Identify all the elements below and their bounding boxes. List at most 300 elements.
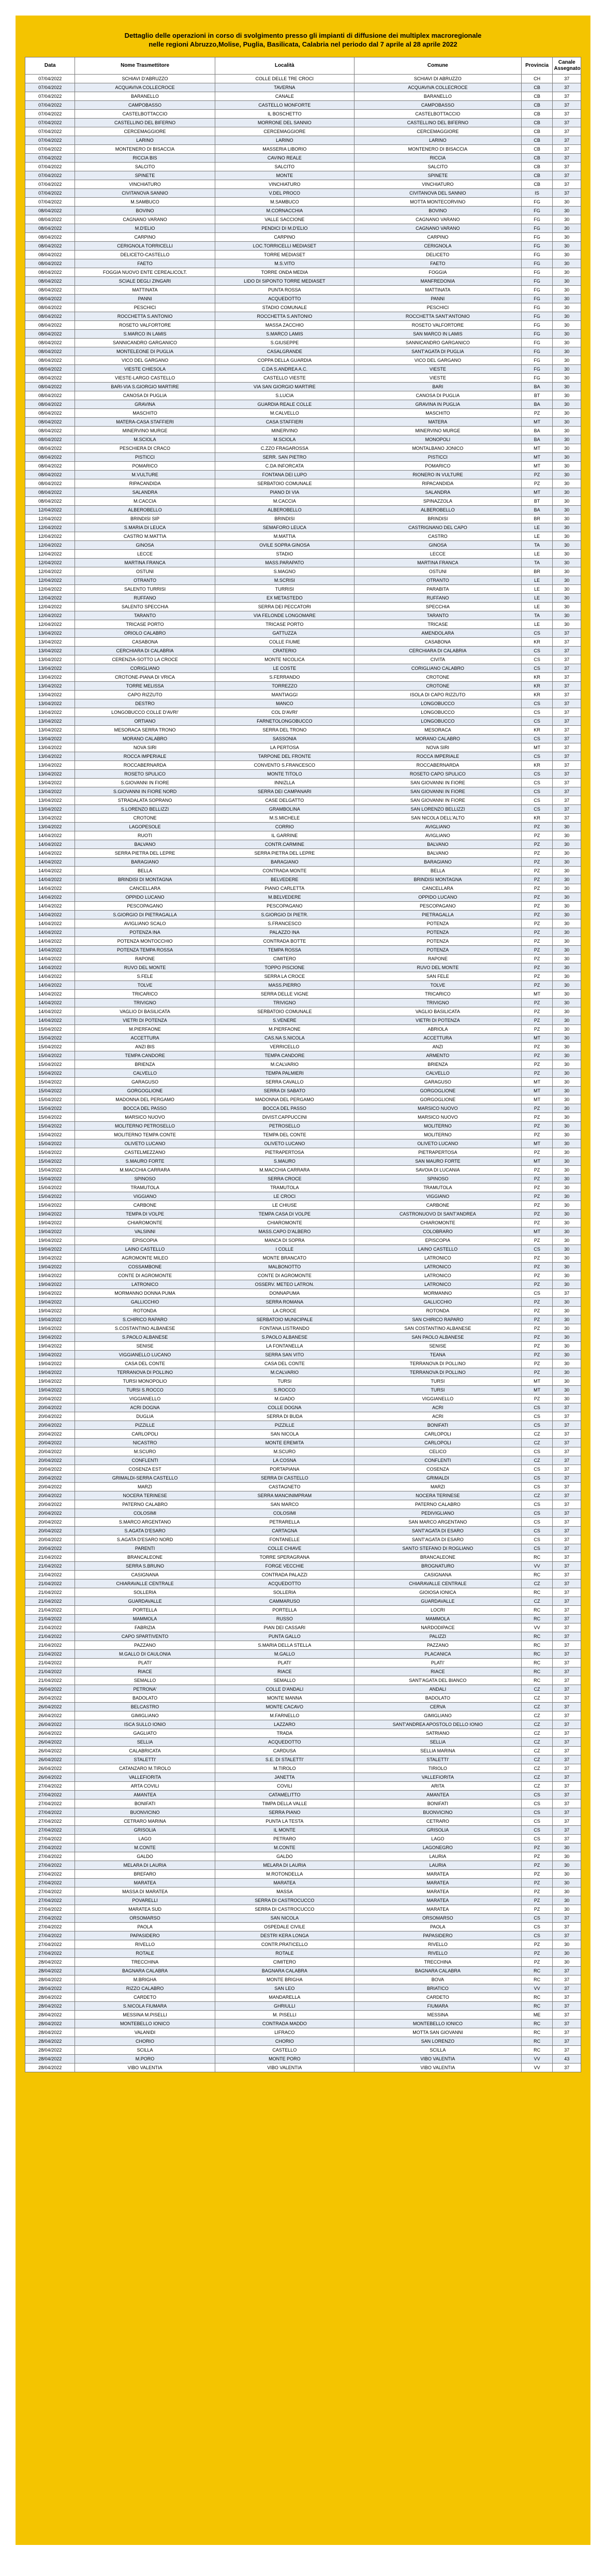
cell-localita: MANCA DI SOPRA: [215, 1236, 354, 1245]
cell-provincia: KR: [521, 682, 553, 691]
table-row: [25, 1465, 581, 1474]
cell-canale: 30: [553, 1122, 581, 1131]
cell-provincia: RC: [521, 2028, 553, 2037]
cell-provincia: PZ: [521, 1051, 553, 1060]
cell-comune: SAN MARCO IN LAMIS: [354, 330, 522, 339]
cell-provincia: PZ: [521, 1342, 553, 1351]
table-row: [25, 374, 581, 383]
cell-canale: 37: [553, 770, 581, 779]
cell-comune: MONTENERO DI BISACCIA: [354, 145, 522, 154]
cell-canale: 37: [553, 1729, 581, 1738]
cell-trasmettitore: OSTUNI: [75, 567, 215, 576]
cell-comune: BARI: [354, 383, 522, 391]
cell-data: 14/04/2022: [25, 990, 75, 999]
cell-canale: 30: [553, 1359, 581, 1368]
cell-data: 08/04/2022: [25, 497, 75, 506]
cell-trasmettitore: PARENTI: [75, 1544, 215, 1553]
cell-comune: MATERA: [354, 418, 522, 427]
cell-localita: TRAMUTOLA: [215, 1183, 354, 1192]
cell-comune: TERRANOVA DI POLLINO: [354, 1359, 522, 1368]
cell-provincia: CZ: [521, 1703, 553, 1711]
cell-data: 28/04/2022: [25, 2028, 75, 2037]
cell-data: 27/04/2022: [25, 1905, 75, 1914]
cell-provincia: LE: [521, 620, 553, 629]
cell-provincia: CS: [521, 708, 553, 717]
table-row: [25, 1597, 581, 1606]
cell-data: 14/04/2022: [25, 963, 75, 972]
cell-localita: SERRA DI CASTROCUCCO: [215, 1896, 354, 1905]
cell-trasmettitore: CATANZARO M.TIROLO: [75, 1764, 215, 1773]
cell-localita: MORRONE DEL SANNIO: [215, 119, 354, 127]
table-row: [25, 1905, 581, 1914]
cell-canale: 30: [553, 611, 581, 620]
cell-trasmettitore: LAINO CASTELLO: [75, 1245, 215, 1254]
cell-localita: COLLE DOGNA: [215, 1403, 354, 1412]
cell-canale: 30: [553, 251, 581, 259]
cell-canale: 30: [553, 937, 581, 946]
cell-canale: 37: [553, 145, 581, 154]
cell-provincia: PZ: [521, 963, 553, 972]
table-row: [25, 928, 581, 937]
page-title: [25, 16, 581, 57]
cell-data: 08/04/2022: [25, 347, 75, 356]
cell-data: 15/04/2022: [25, 1078, 75, 1087]
cell-localita: TORRE SPERAGRANA: [215, 1553, 354, 1562]
cell-comune: GRAVINA IN PUGLIA: [354, 400, 522, 409]
table-row: [25, 902, 581, 911]
cell-comune: LONGOBUCCO: [354, 708, 522, 717]
cell-trasmettitore: PATERNO CALABRO: [75, 1500, 215, 1509]
cell-data: 12/04/2022: [25, 506, 75, 515]
table-row: [25, 1588, 581, 1597]
cell-trasmettitore: MADONNA DEL PERGAMO: [75, 1095, 215, 1104]
cell-canale: 37: [553, 1518, 581, 1527]
cell-data: 14/04/2022: [25, 875, 75, 884]
cell-trasmettitore: PIZZILLE: [75, 1421, 215, 1430]
cell-provincia: BA: [521, 427, 553, 435]
cell-comune: FIUMARA: [354, 2002, 522, 2011]
cell-provincia: CS: [521, 1289, 553, 1298]
cell-provincia: PZ: [521, 1113, 553, 1122]
cell-canale: 37: [553, 1474, 581, 1483]
cell-data: 20/04/2022: [25, 1500, 75, 1509]
cell-trasmettitore: LAGO: [75, 1835, 215, 1843]
cell-canale: 30: [553, 339, 581, 347]
table-row: [25, 1667, 581, 1676]
cell-provincia: RC: [521, 1967, 553, 1975]
table-row: [25, 1843, 581, 1852]
cell-provincia: CZ: [521, 1747, 553, 1755]
cell-comune: SANTO STEFANO DI ROGLIANO: [354, 1544, 522, 1553]
cell-data: 08/04/2022: [25, 277, 75, 286]
cell-comune: CALVELLO: [354, 1069, 522, 1078]
cell-comune: TURSI: [354, 1386, 522, 1395]
cell-canale: 30: [553, 911, 581, 919]
cell-provincia: FG: [521, 224, 553, 233]
cell-localita: MONTE EREMITA: [215, 1439, 354, 1447]
cell-localita: LE CHIUSE: [215, 1201, 354, 1210]
cell-comune: CHIARAVALLE CENTRALE: [354, 1579, 522, 1588]
cell-localita: CASTELLO MONFORTE: [215, 101, 354, 110]
cell-trasmettitore: M.CACCIA: [75, 497, 215, 506]
table-row: [25, 735, 581, 743]
cell-localita: LARINO: [215, 136, 354, 145]
table-row: [25, 75, 581, 83]
table-row: [25, 1914, 581, 1923]
cell-data: 28/04/2022: [25, 1993, 75, 2002]
cell-provincia: PZ: [521, 1351, 553, 1359]
cell-trasmettitore: CAGNANO VARANO: [75, 215, 215, 224]
cell-comune: PISTICCI: [354, 453, 522, 462]
cell-trasmettitore: PETRONA': [75, 1685, 215, 1694]
table-row: [25, 1175, 581, 1183]
table-row: [25, 1122, 581, 1131]
cell-canale: 30: [553, 242, 581, 251]
cell-canale: 30: [553, 268, 581, 277]
cell-provincia: MT: [521, 743, 553, 752]
cell-data: 21/04/2022: [25, 1562, 75, 1571]
cell-provincia: CB: [521, 83, 553, 92]
cell-comune: NARDODIPACE: [354, 1623, 522, 1632]
cell-trasmettitore: MONTELEONE DI PUGLIA: [75, 347, 215, 356]
cell-data: 08/04/2022: [25, 391, 75, 400]
cell-canale: 30: [553, 1861, 581, 1870]
cell-provincia: FG: [521, 303, 553, 312]
cell-comune: CARPINO: [354, 233, 522, 242]
cell-localita: VALLE SACCIONE: [215, 215, 354, 224]
cell-provincia: MT: [521, 1034, 553, 1043]
cell-trasmettitore: BAGNARA CALABRA: [75, 1967, 215, 1975]
cell-trasmettitore: CHIARAVALLE CENTRALE: [75, 1579, 215, 1588]
cell-localita: CIMITERO: [215, 1958, 354, 1967]
cell-data: 12/04/2022: [25, 594, 75, 603]
cell-comune: ANZI: [354, 1043, 522, 1051]
cell-data: 27/04/2022: [25, 1826, 75, 1835]
cell-comune: PAOLA: [354, 1923, 522, 1931]
cell-canale: 30: [553, 383, 581, 391]
cell-localita: M.PIERFAONE: [215, 1025, 354, 1034]
cell-data: 07/04/2022: [25, 145, 75, 154]
cell-trasmettitore: CAPO RIZZUTO: [75, 691, 215, 699]
cell-localita: COLLE CHIAVE: [215, 1544, 354, 1553]
cell-canale: 30: [553, 1201, 581, 1210]
cell-trasmettitore: CAPO SPARTIVENTO: [75, 1632, 215, 1641]
cell-comune: SAN GIOVANNI IN FIORE: [354, 796, 522, 805]
cell-trasmettitore: CASA DEL CONTE: [75, 1359, 215, 1368]
cell-canale: 37: [553, 682, 581, 691]
cell-trasmettitore: BOVINO: [75, 207, 215, 215]
cell-comune: MOTTA SAN GIOVANNI: [354, 2028, 522, 2037]
cell-trasmettitore: CARBONE: [75, 1201, 215, 1210]
cell-trasmettitore: GAGLIATO: [75, 1729, 215, 1738]
cell-canale: 37: [553, 1773, 581, 1782]
cell-data: 14/04/2022: [25, 1007, 75, 1016]
cell-data: 08/04/2022: [25, 400, 75, 409]
cell-canale: 30: [553, 1280, 581, 1289]
cell-provincia: CS: [521, 717, 553, 726]
cell-provincia: ME: [521, 2011, 553, 2019]
cell-localita: BRINDISI: [215, 515, 354, 523]
cell-localita: MANCO: [215, 699, 354, 708]
table-row: [25, 1351, 581, 1359]
cell-provincia: CS: [521, 1465, 553, 1474]
cell-localita: RUSSO: [215, 1615, 354, 1623]
cell-trasmettitore: BRIENZA: [75, 1060, 215, 1069]
cell-trasmettitore: TEMPA DI VOLPE: [75, 1210, 215, 1219]
table-row: [25, 127, 581, 136]
cell-provincia: PZ: [521, 1949, 553, 1958]
cell-data: 15/04/2022: [25, 1043, 75, 1051]
cell-canale: 37: [553, 1685, 581, 1694]
cell-canale: 30: [553, 902, 581, 911]
table-row: [25, 471, 581, 479]
table-row: [25, 409, 581, 418]
cell-canale: 37: [553, 1491, 581, 1500]
cell-canale: 30: [553, 1843, 581, 1852]
cell-provincia: PZ: [521, 1069, 553, 1078]
cell-trasmettitore: BELLA: [75, 867, 215, 875]
cell-canale: 37: [553, 814, 581, 823]
cell-trasmettitore: S.AGATA D'ESARO: [75, 1527, 215, 1535]
cell-provincia: TA: [521, 611, 553, 620]
cell-canale: 37: [553, 2037, 581, 2046]
cell-data: 13/04/2022: [25, 664, 75, 673]
cell-data: 15/04/2022: [25, 1060, 75, 1069]
table-row: [25, 339, 581, 347]
cell-canale: 30: [553, 453, 581, 462]
cell-localita: TURSI: [215, 1377, 354, 1386]
cell-comune: BRIENZA: [354, 1060, 522, 1069]
cell-localita: CHIAROMONTE: [215, 1219, 354, 1227]
cell-data: 19/04/2022: [25, 1333, 75, 1342]
cell-localita: MASSA: [215, 1887, 354, 1896]
cell-comune: POTENZA: [354, 928, 522, 937]
cell-data: 20/04/2022: [25, 1535, 75, 1544]
cell-data: 28/04/2022: [25, 1975, 75, 1984]
cell-provincia: CS: [521, 1931, 553, 1940]
cell-comune: TRIVIGNO: [354, 999, 522, 1007]
cell-comune: CANCELLARA: [354, 884, 522, 893]
cell-comune: CERVA: [354, 1703, 522, 1711]
cell-comune: CROTONE: [354, 682, 522, 691]
table-row: [25, 171, 581, 180]
cell-comune: BAGNARA CALABRA: [354, 1967, 522, 1975]
cell-comune: VAGLIO BASILICATA: [354, 1007, 522, 1016]
cell-localita: CATAMELITTO: [215, 1791, 354, 1799]
cell-comune: SANT'AGATA DI PUGLIA: [354, 347, 522, 356]
cell-canale: 37: [553, 1826, 581, 1835]
cell-comune: PANNI: [354, 295, 522, 303]
cell-canale: 30: [553, 532, 581, 541]
cell-data: 21/04/2022: [25, 1553, 75, 1562]
cell-comune: CASABONA: [354, 638, 522, 647]
cell-comune: LONGOBUCCO: [354, 699, 522, 708]
cell-trasmettitore: MORANO CALABRO: [75, 735, 215, 743]
cell-trasmettitore: MELARA DI LAURIA: [75, 1861, 215, 1870]
cell-data: 21/04/2022: [25, 1615, 75, 1623]
cell-provincia: FG: [521, 215, 553, 224]
cell-trasmettitore: CASABONA: [75, 638, 215, 647]
cell-canale: 30: [553, 435, 581, 444]
cell-canale: 30: [553, 312, 581, 321]
cell-provincia: CS: [521, 629, 553, 638]
cell-canale: 30: [553, 418, 581, 427]
cell-trasmettitore: ALBEROBELLO: [75, 506, 215, 515]
cell-data: 28/04/2022: [25, 2002, 75, 2011]
cell-trasmettitore: VIBO VALENTIA: [75, 2063, 215, 2072]
cell-localita: CASA STAFFIERI: [215, 418, 354, 427]
cell-canale: 30: [553, 823, 581, 831]
cell-provincia: PZ: [521, 1905, 553, 1914]
cell-comune: EPISCOPIA: [354, 1236, 522, 1245]
cell-localita: GALDO: [215, 1852, 354, 1861]
table-row: [25, 981, 581, 990]
cell-canale: 30: [553, 427, 581, 435]
cell-comune: MORANO CALABRO: [354, 735, 522, 743]
cell-provincia: CZ: [521, 1439, 553, 1447]
cell-data: 20/04/2022: [25, 1447, 75, 1456]
cell-comune: CIVITANOVA DEL SANNIO: [354, 189, 522, 198]
cell-canale: 37: [553, 1579, 581, 1588]
cell-canale: 30: [553, 1887, 581, 1896]
cell-data: 08/04/2022: [25, 453, 75, 462]
cell-canale: 30: [553, 444, 581, 453]
table-row: [25, 1870, 581, 1879]
cell-provincia: CB: [521, 110, 553, 119]
cell-comune: MOTTA MONTECORVINO: [354, 198, 522, 207]
table-row: [25, 1676, 581, 1685]
cell-comune: SPINETE: [354, 171, 522, 180]
cell-localita: CERCEMAGGIORE: [215, 127, 354, 136]
cell-data: 21/04/2022: [25, 1667, 75, 1676]
cell-localita: CARPINO: [215, 233, 354, 242]
table-row: [25, 1949, 581, 1958]
cell-localita: IL MONTE: [215, 1826, 354, 1835]
cell-canale: 30: [553, 488, 581, 497]
table-row: [25, 1377, 581, 1386]
cell-canale: 37: [553, 171, 581, 180]
cell-provincia: MT: [521, 1386, 553, 1395]
cell-comune: RIVELLO: [354, 1940, 522, 1949]
cell-provincia: LE: [521, 532, 553, 541]
cell-trasmettitore: S.GIOVANNI IN FIORE NORD: [75, 787, 215, 796]
cell-canale: 30: [553, 875, 581, 884]
cell-canale: 30: [553, 1896, 581, 1905]
cell-canale: 30: [553, 1007, 581, 1016]
cell-data: 27/04/2022: [25, 1914, 75, 1923]
cell-comune: PLACANICA: [354, 1650, 522, 1659]
cell-data: 12/04/2022: [25, 559, 75, 567]
cell-localita: LAZZARO: [215, 1720, 354, 1729]
table-row: [25, 207, 581, 215]
cell-trasmettitore: RIVELLO: [75, 1940, 215, 1949]
cell-canale: 37: [553, 1967, 581, 1975]
table-row: [25, 1958, 581, 1967]
cell-data: 26/04/2022: [25, 1747, 75, 1755]
cell-provincia: CS: [521, 779, 553, 787]
cell-comune: AMENDOLARA: [354, 629, 522, 638]
cell-localita: OSSERV. METEO LATRON.: [215, 1280, 354, 1289]
cell-data: 15/04/2022: [25, 1051, 75, 1060]
cell-provincia: LE: [521, 603, 553, 611]
cell-canale: 37: [553, 2063, 581, 2072]
cell-data: 08/04/2022: [25, 303, 75, 312]
cell-canale: 30: [553, 1166, 581, 1175]
cell-comune: MARATEA: [354, 1887, 522, 1896]
cell-canale: 30: [553, 233, 581, 242]
col-header-provincia: Provincia: [521, 57, 553, 75]
cell-canale: 37: [553, 2046, 581, 2055]
table-row: [25, 1623, 581, 1632]
cell-canale: 30: [553, 400, 581, 409]
cell-data: 07/04/2022: [25, 180, 75, 189]
cell-localita: M.CORNACCHIA: [215, 207, 354, 215]
cell-localita: CASA DEL CONTE: [215, 1359, 354, 1368]
cell-trasmettitore: POMARICO: [75, 462, 215, 471]
table-row: [25, 2028, 581, 2037]
cell-data: 15/04/2022: [25, 1131, 75, 1139]
cell-localita: PALAZZO INA: [215, 928, 354, 937]
cell-trasmettitore: ROSETO SPULICO: [75, 770, 215, 779]
cell-trasmettitore: SCILLA: [75, 2046, 215, 2055]
cell-canale: 37: [553, 154, 581, 163]
cell-comune: SCHIAVI DI ABRUZZO: [354, 75, 522, 83]
cell-provincia: CZ: [521, 1456, 553, 1465]
cell-canale: 30: [553, 1307, 581, 1315]
cell-localita: SOLLERIA: [215, 1588, 354, 1597]
cell-localita: CRATERIO: [215, 647, 354, 655]
cell-comune: BUONVICINO: [354, 1808, 522, 1817]
table-row: [25, 1562, 581, 1571]
cell-localita: VINCHIATURO: [215, 180, 354, 189]
cell-data: 08/04/2022: [25, 286, 75, 295]
cell-trasmettitore: STRADALATA SOPRANO: [75, 796, 215, 805]
cell-data: 28/04/2022: [25, 2037, 75, 2046]
table-row: [25, 1491, 581, 1500]
cell-data: 13/04/2022: [25, 673, 75, 682]
cell-localita: S.VENERE: [215, 1016, 354, 1025]
cell-trasmettitore: COSSAMBONE: [75, 1263, 215, 1271]
cell-data: 07/04/2022: [25, 171, 75, 180]
cell-localita: BARAGIANO: [215, 858, 354, 867]
cell-canale: 37: [553, 1993, 581, 2002]
cell-trasmettitore: M.CONTE: [75, 1843, 215, 1852]
cell-comune: ROSETO VALFORTORE: [354, 321, 522, 330]
cell-comune: VALLEFIORITA: [354, 1773, 522, 1782]
cell-canale: 37: [553, 83, 581, 92]
cell-data: 28/04/2022: [25, 2019, 75, 2028]
cell-provincia: PZ: [521, 1298, 553, 1307]
table-row: [25, 559, 581, 567]
cell-localita: TURRISI: [215, 585, 354, 594]
cell-provincia: PZ: [521, 1201, 553, 1210]
cell-provincia: FG: [521, 295, 553, 303]
cell-trasmettitore: LATRONICO: [75, 1280, 215, 1289]
table-row: [25, 1729, 581, 1738]
cell-provincia: CS: [521, 1826, 553, 1835]
cell-localita: TOPPO PISCIONE: [215, 963, 354, 972]
cell-trasmettitore: GORGOGLIONE: [75, 1087, 215, 1095]
cell-provincia: RC: [521, 1606, 553, 1615]
cell-localita: PORTELLA: [215, 1606, 354, 1615]
table-row: [25, 849, 581, 858]
cell-data: 28/04/2022: [25, 2046, 75, 2055]
cell-trasmettitore: BARI-VIA S.GIORGIO MARTIRE: [75, 383, 215, 391]
cell-provincia: PZ: [521, 1175, 553, 1183]
cell-trasmettitore: M.MACCHIA CARRARA: [75, 1166, 215, 1175]
cell-localita: MASSA ZACCHIO: [215, 321, 354, 330]
cell-localita: TEMPA ROSSA: [215, 946, 354, 955]
